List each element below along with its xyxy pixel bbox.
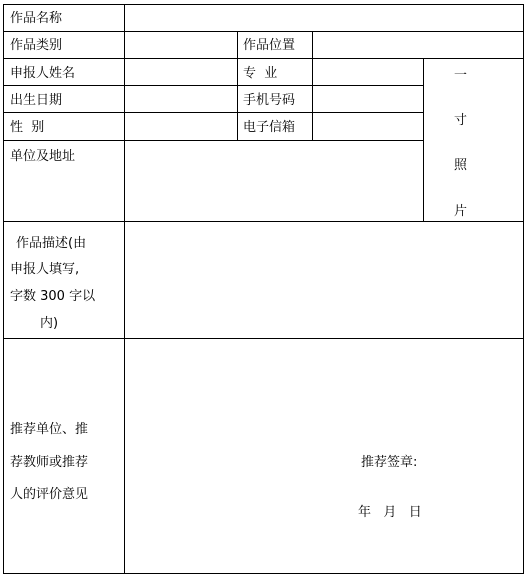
major-field[interactable] [313, 59, 423, 85]
gender-field[interactable] [125, 113, 237, 140]
photo-char: 照 [454, 158, 468, 173]
recommendation-label-line: 荐教师或推荐 [10, 455, 89, 470]
email-label: 电子信箱 [243, 120, 296, 135]
photo-char: 寸 [454, 113, 468, 128]
applicant-name-label: 申报人姓名 [10, 66, 76, 81]
description-label-line: 内) [40, 316, 59, 331]
table-border-line [523, 4, 524, 574]
description-label-line: 申报人填写, [10, 262, 80, 277]
description-label-line: 字数 300 字以 [10, 289, 96, 304]
gender-label: 性 别 [10, 120, 45, 135]
photo-area[interactable] [424, 59, 523, 221]
work-position-field[interactable] [313, 32, 523, 58]
work-position-label: 作品位置 [243, 38, 296, 53]
birth-date-field[interactable] [125, 86, 237, 112]
recommendation-field[interactable] [125, 339, 523, 573]
email-field[interactable] [313, 113, 423, 140]
unit-address-field[interactable] [125, 141, 423, 221]
mobile-field[interactable] [313, 86, 423, 112]
birth-date-label: 出生日期 [10, 93, 63, 108]
major-label: 专 业 [243, 66, 278, 81]
date-label: 年 月 日 [358, 505, 422, 520]
unit-address-label: 单位及地址 [10, 149, 76, 164]
description-label-line: 作品描述(由 [16, 236, 87, 251]
recommendation-label-line: 人的评价意见 [10, 487, 89, 502]
table-border-line [237, 31, 238, 141]
table-border-line [3, 4, 4, 574]
work-name-label: 作品名称 [10, 11, 63, 26]
recommendation-label-line: 推荐单位、推 [10, 422, 89, 437]
photo-char: 一 [454, 68, 468, 83]
table-border-line [3, 573, 524, 574]
description-field[interactable] [125, 222, 523, 338]
work-category-field[interactable] [125, 32, 237, 58]
photo-char: 片 [454, 204, 468, 219]
mobile-label: 手机号码 [243, 93, 296, 108]
signature-label: 推荐签章: [361, 455, 418, 470]
work-name-field[interactable] [125, 5, 523, 31]
work-category-label: 作品类别 [10, 38, 63, 53]
applicant-name-field[interactable] [125, 59, 237, 85]
